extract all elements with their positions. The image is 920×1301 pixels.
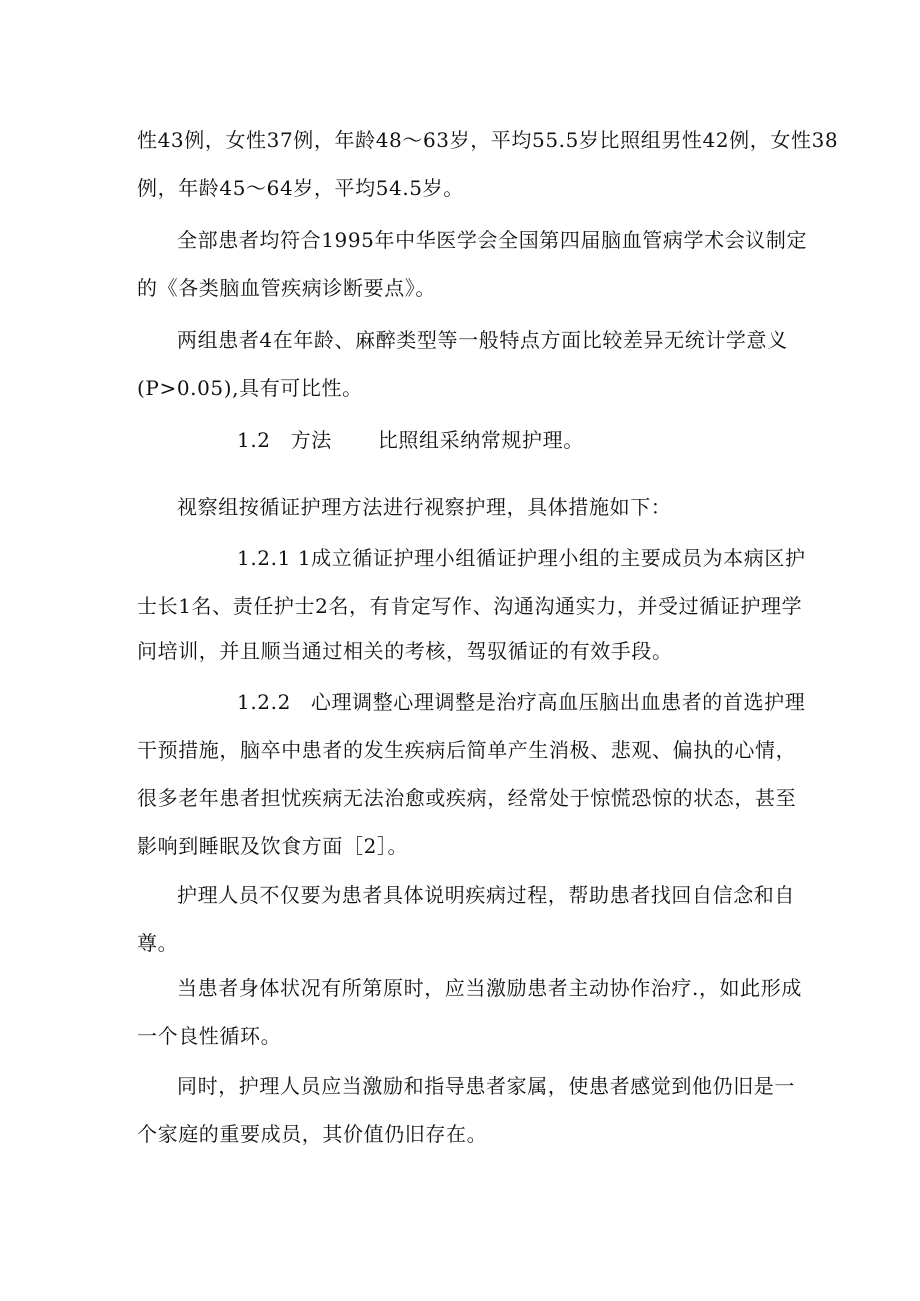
paragraph-line: 很多老年患者担忧疾病无法治愈或疾病，经常处于惊慌恐惊的状态，甚至	[137, 786, 797, 810]
paragraph-line: 性43例，女性37例，年龄48～63岁，平均55.5岁比照组男性42例，女性38	[137, 128, 839, 152]
paragraph-line: 同时，护理人员应当激励和指导患者家属，使患者感觉到他仍旧是一	[177, 1074, 795, 1098]
paragraph-line: 尊。	[137, 931, 179, 955]
section-number: 1.2	[237, 428, 271, 452]
paragraph-line: 例，年龄45～64岁，平均54.5岁。	[137, 176, 464, 200]
paragraph-line: 干预措施，脑卒中患者的发生疾病后简单产生消极、悲观、偏执的心情，	[137, 738, 797, 762]
paragraph-line: (P>0.05),具有可比性。	[137, 376, 363, 400]
section-heading-1-2	[237, 426, 887, 454]
paragraph-line: 问培训，并且顺当通过相关的考核，驾驭循证的有效手段。	[137, 639, 673, 663]
paragraph-line: 个家庭的重要成员，其价值仍旧存在。	[137, 1122, 488, 1146]
paragraph-line: 全部患者均符合1995年中华医学会全国第四届脑血管病学术会议制定	[177, 228, 808, 252]
section-heading-1-2-2	[237, 688, 887, 716]
paragraph-line: 当患者身体状况有所第原时，应当激励患者主动协作治疗.，如此形成	[177, 976, 802, 1000]
paragraph-line: 1.2.1 1成立循证护理小组循证护理小组的主要成员为本病区护	[237, 546, 806, 570]
paragraph-line: 士长1名、责任护士2名，有肯定写作、沟通沟通实力，并受过循证护理学	[137, 594, 803, 618]
paragraph-line: 一个良性循环。	[137, 1024, 282, 1048]
paragraph-line: 两组患者4在年龄、麻醉类型等一般特点方面比较差异无统计学意义	[177, 328, 788, 352]
paragraph-line: 视察组按循证护理方法进行视察护理，具体措施如下：	[177, 495, 672, 519]
paragraph-line: 护理人员不仅要为患者具体说明疾病过程，帮助患者找回自信念和自	[177, 883, 795, 907]
section-text: 心理调整心理调整是治疗高血压脑出血患者的首选护理	[310, 690, 806, 714]
paragraph-line: 影响到睡眠及饮食方面［2］。	[137, 834, 409, 858]
section-text: 比照组采纳常规护理。	[377, 428, 584, 452]
section-number: 1.2.2	[237, 690, 291, 714]
paragraph-line: 的《各类脑血管疾病诊断要点》。	[137, 276, 436, 300]
section-title: 方法	[290, 428, 332, 452]
